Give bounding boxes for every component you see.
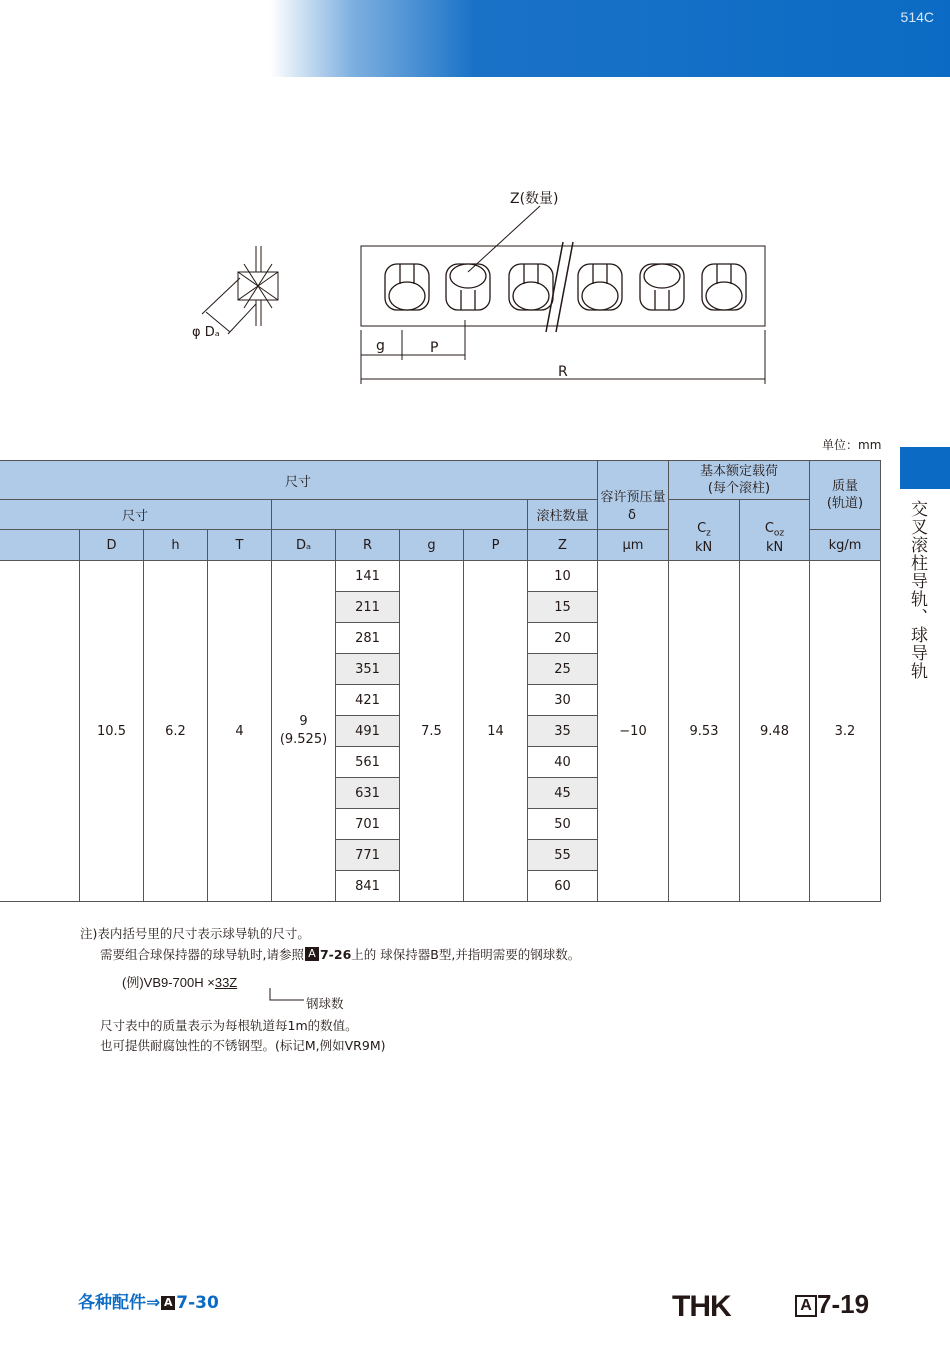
cell-Co: 9.48: [740, 561, 810, 902]
page-code: 514C: [900, 9, 934, 25]
side-tab: [900, 447, 950, 489]
col-D: D: [80, 530, 144, 561]
cell-R: 701: [336, 809, 400, 840]
cell-Z: 35: [528, 716, 598, 747]
notes-extra: [100, 1016, 386, 1056]
cell-R: 141: [336, 561, 400, 592]
header-preload: 容许预压量: [598, 461, 669, 530]
cell-P: 14: [464, 561, 528, 902]
header-c: $C_z$: [669, 500, 740, 561]
col-Z: Z: [528, 530, 598, 561]
unit-label: 单位：mm: [822, 438, 882, 452]
cell-Da: 9 (9.525): [272, 561, 336, 902]
cell-R: 281: [336, 623, 400, 654]
cell-R: 771: [336, 840, 400, 871]
cell-R: 421: [336, 685, 400, 716]
cell-g: 7.5: [400, 561, 464, 902]
cell-Z: 45: [528, 778, 598, 809]
cell-mass: 3.2: [810, 561, 881, 902]
header-kn-2: kN: [766, 540, 784, 555]
example-leader: [268, 988, 308, 1004]
cell-Z: 25: [528, 654, 598, 685]
header-banner: [270, 0, 950, 77]
z-label: Z(数量): [510, 191, 559, 207]
col-P: P: [464, 530, 528, 561]
col-mass-unit: kg/m: [810, 530, 881, 561]
header-model-blank: [0, 530, 80, 561]
col-delta-unit: μm: [598, 530, 669, 561]
col-T: T: [208, 530, 272, 561]
da-label: φ Dₐ: [192, 325, 220, 340]
note-line-3: 尺寸表中的质量表示为每根轨道每1m的数值。: [100, 1018, 358, 1033]
cell-Z: 15: [528, 592, 598, 623]
cell-Z: 20: [528, 623, 598, 654]
cell-Z: 10: [528, 561, 598, 592]
thk-logo: THK: [672, 1290, 731, 1323]
cell-Z: 30: [528, 685, 598, 716]
cage-diagram: [180, 180, 780, 400]
notes: [80, 923, 580, 965]
side-tab-title: 交叉滚柱导轨、球导轨: [907, 500, 927, 680]
model-cell: [0, 561, 80, 902]
cell-R: 211: [336, 592, 400, 623]
header-dims-sub: 尺寸: [0, 500, 272, 530]
example-note: 钢球数: [306, 996, 344, 1011]
cell-D: 10.5: [80, 561, 144, 902]
note-line-1: 注)表内括号里的尺寸表示球导轨的尺寸。: [80, 926, 310, 941]
table-row: [0, 561, 881, 592]
col-h: h: [144, 530, 208, 561]
header-delta-symbol: δ: [628, 508, 636, 523]
cell-R: 351: [336, 654, 400, 685]
cell-Z: 60: [528, 871, 598, 902]
note-line-2: 需要组合球保持器的球导轨时,请参照 A 7-26上的 球保持器B型,并指明需要的钢球数。: [100, 947, 581, 962]
cross-section-figure: [202, 246, 278, 334]
cell-T: 4: [208, 561, 272, 902]
accessory-link[interactable]: 各种配件⇒ A 7-30: [78, 1293, 219, 1313]
spec-table: [0, 460, 881, 902]
header-roller-count: 滚柱数量: [528, 500, 598, 530]
col-R: R: [336, 530, 400, 561]
p-label: P: [430, 340, 439, 356]
cell-R: 491: [336, 716, 400, 747]
header-dims-group: 尺寸: [0, 461, 598, 500]
cell-Z: 55: [528, 840, 598, 871]
col-g: g: [400, 530, 464, 561]
header-load-rating: 基本额定载荷 (每个滚柱): [669, 461, 810, 500]
page-number: A 7-19: [795, 1289, 869, 1320]
header-kn-1: kN: [695, 540, 713, 555]
header-dims-sub-blank: [272, 500, 528, 530]
g-label: g: [376, 338, 385, 354]
cell-h: 6.2: [144, 561, 208, 902]
cell-C: 9.53: [669, 561, 740, 902]
cell-Z: 50: [528, 809, 598, 840]
cell-R: 841: [336, 871, 400, 902]
cell-R: 561: [336, 747, 400, 778]
header-co: $C_{oz}$: [740, 500, 810, 561]
col-Da: Dₐ: [272, 530, 336, 561]
cell-Z: 40: [528, 747, 598, 778]
cell-R: 631: [336, 778, 400, 809]
r-label: R: [558, 364, 568, 380]
example-code: (例)VB9-700H ×33Z: [122, 975, 238, 990]
note-line-4: 也可提供耐腐蚀性的不锈钢型。(标记M,例如VR9M): [100, 1038, 386, 1053]
cell-delta: −10: [598, 561, 669, 902]
header-mass: 质量 (轨道): [810, 461, 881, 530]
